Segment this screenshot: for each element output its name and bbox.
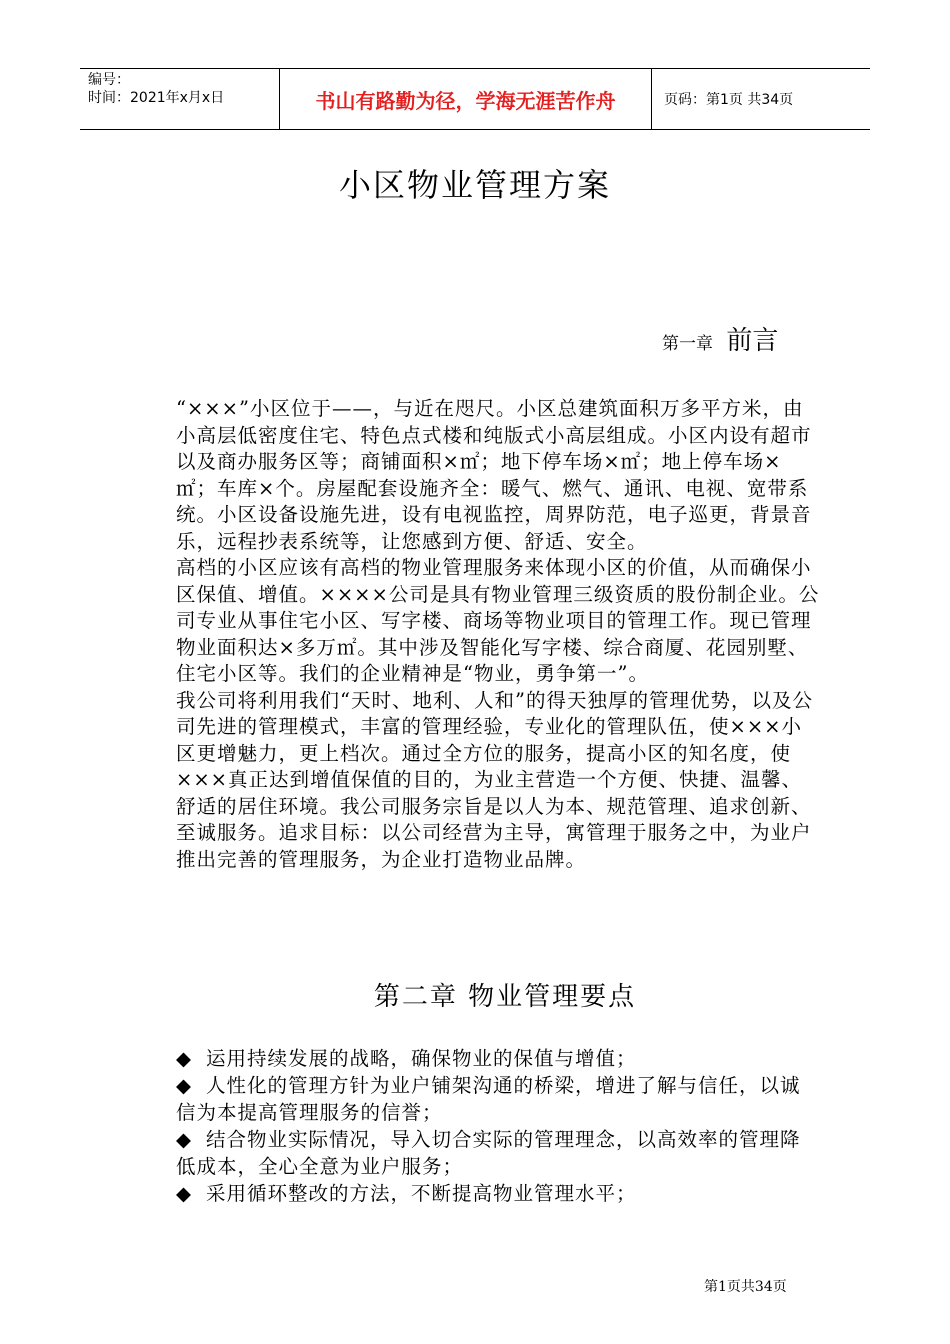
page-header — [80, 68, 870, 130]
document-title: 小区物业管理方案 — [338, 166, 611, 204]
diamond-bullet-icon: ◆ — [176, 1128, 192, 1151]
chapter2-list — [176, 1045, 816, 1207]
header-page-label: 页码：第1页 共34页 — [664, 92, 794, 108]
list-item — [176, 1072, 816, 1126]
diamond-bullet-icon: ◆ — [176, 1074, 192, 1097]
chapter1-title: 前言 — [726, 326, 779, 356]
list-item-text: 人性化的管理方针为业户铺架沟通的桥梁，增进了解与信任，以诚信为本提高管理服务的信誉； — [176, 1074, 801, 1124]
list-item-text: 结合物业实际情况，导入切合实际的管理理念，以高效率的管理降低成本，全心全意为业户服务； — [176, 1128, 801, 1178]
chapter1-number: 第一章 — [662, 334, 713, 354]
doc-time-label: 时间：2021年x月x日 — [88, 90, 225, 106]
list-item — [176, 1180, 816, 1207]
header-meta — [80, 69, 280, 129]
chapter2-heading: 第二章 物业管理要点 — [373, 982, 637, 1012]
chapter1-body — [176, 396, 822, 873]
paragraph: 高档的小区应该有高档的物业管理服务来体现小区的价值，从而确保小区保值、增值。××××公司是具有物业管理三级资质的股份制企业。公司专业从事住宅小区、写字楼、商场等物业项目的管理工作。现已管理物业面积达×多万㎡。其中涉及智能化写字楼、综合商厦、花园别墅、住宅小区等。我们的企业精神是“物业，勇争第一”。 — [176, 556, 820, 685]
paragraph: 我公司将利用我们“天时、地利、人和”的得天独厚的管理优势，以及公司先进的管理模式，丰富的管理经验，专业化的管理队伍，使×××小区更增魅力，更上档次。通过全方位的服务，提高小区的知名度，使×××真正达到增值保值的目的，为业主营造一个方便、快捷、温馨、舒适的居住环境。我公司服务宗旨是以人为本、规范管理、追求创新、至诚服务。追求目标：以公司经营为主导，寓管理于服务之中，为业户推出完善的管理服务，为企业打造物业品牌。 — [176, 688, 813, 871]
doc-code-label: 编号： — [88, 72, 130, 88]
list-item — [176, 1045, 816, 1072]
list-item-text: 运用持续发展的战略，确保物业的保值与增值； — [206, 1047, 637, 1070]
page-footer: 第1页共34页 — [704, 1279, 787, 1295]
chapter1-heading — [662, 320, 778, 357]
diamond-bullet-icon: ◆ — [176, 1182, 192, 1205]
paragraph: “×××”小区位于——，与近在咫尺。小区总建筑面积万多平方米，由小高层低密度住宅、特色点式楼和纯版式小高层组成。小区内设有超市以及商办服务区等；商铺面积×㎡；地下停车场×㎡；地上停车场×㎡；车库×个。房屋配套设施齐全：暖气、燃气、通讯、电视、宽带系统。小区设备设施先进，设有电视监控，周界防范，电子巡更，背景音乐，远程抄表系统等，让您感到方便、舒适、安全。 — [176, 397, 812, 553]
diamond-bullet-icon: ◆ — [176, 1047, 192, 1070]
list-item-text: 采用循环整改的方法，不断提高物业管理水平； — [206, 1182, 637, 1205]
header-motto: 书山有路勤为径，学海无涯苦作舟 — [280, 69, 652, 129]
list-item — [176, 1126, 816, 1180]
